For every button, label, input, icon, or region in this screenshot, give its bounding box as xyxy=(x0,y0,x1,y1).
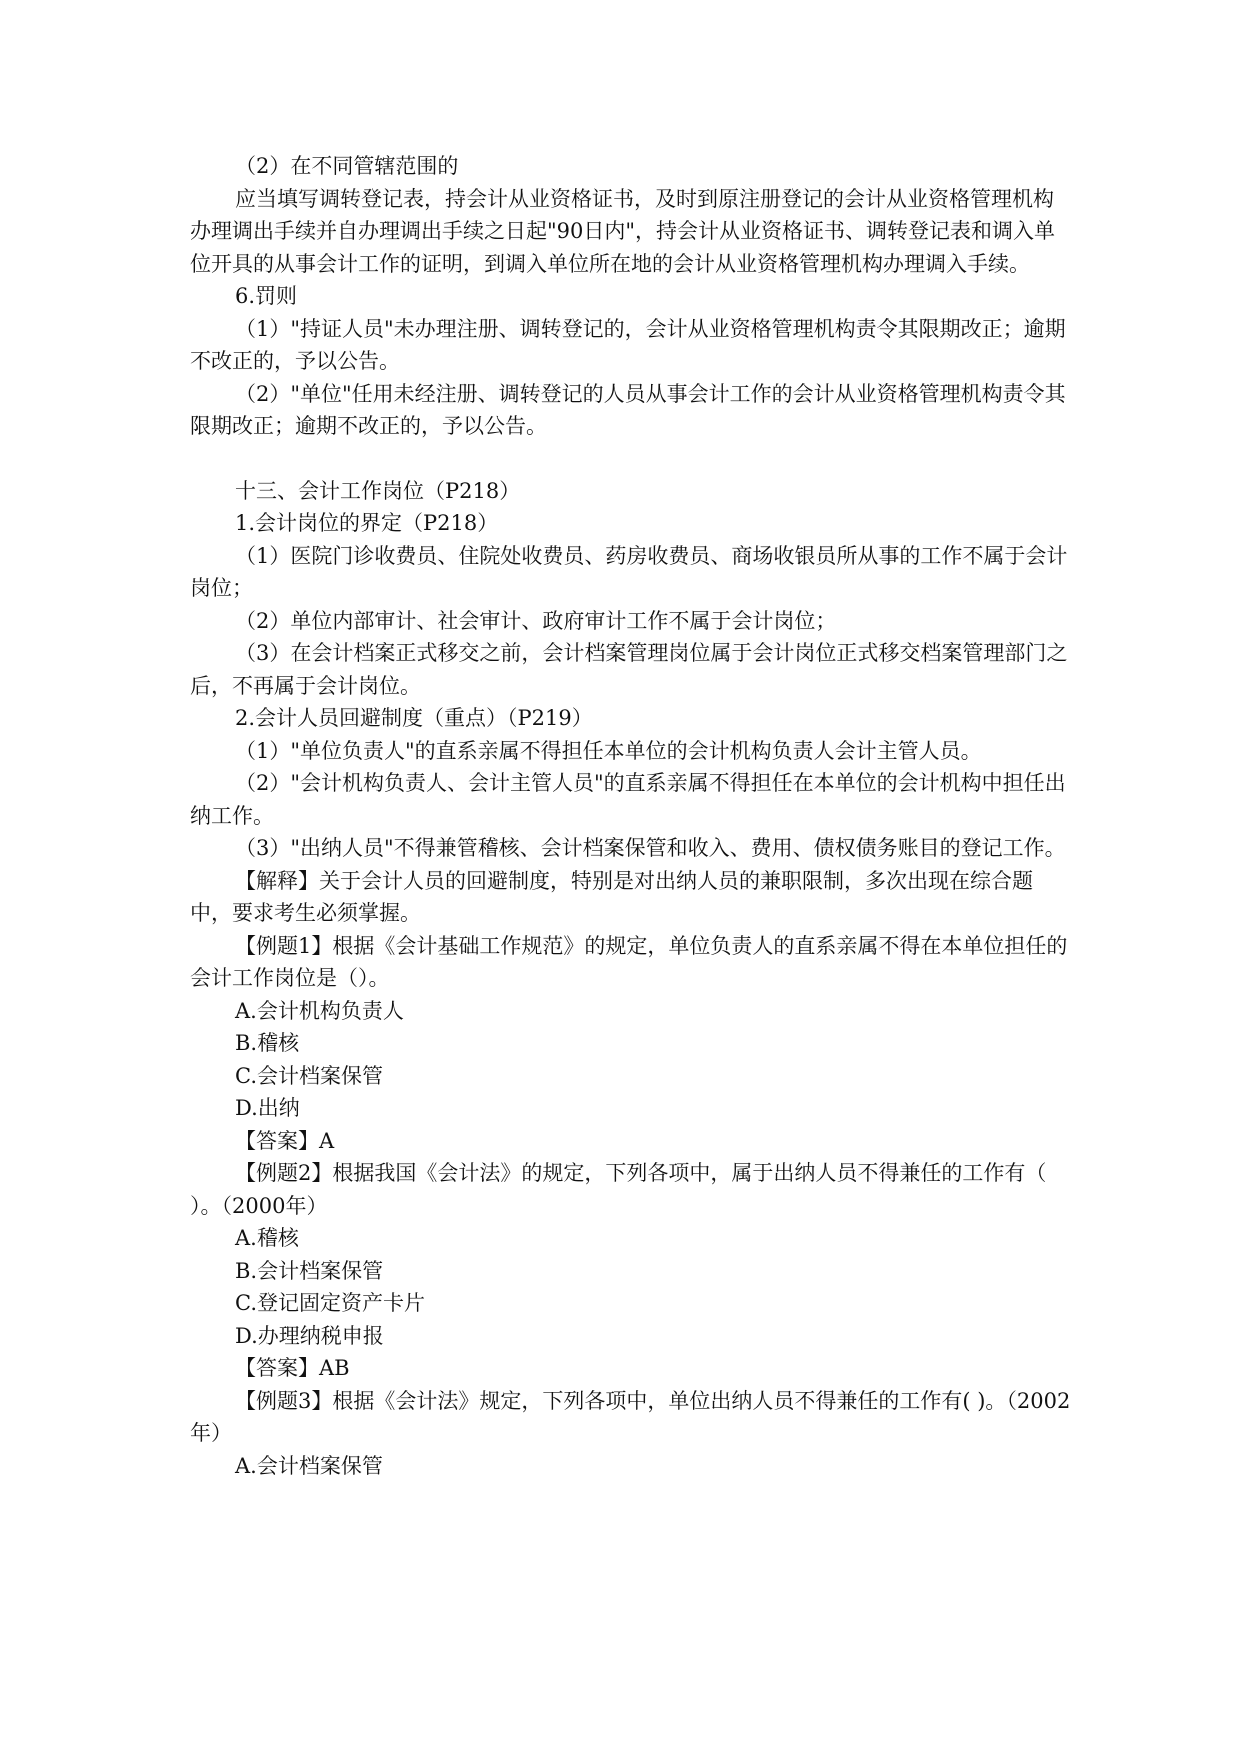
answer-option: B.稽核 xyxy=(235,1031,300,1055)
subsection-heading: 2.会计人员回避制度（重点）（P219） xyxy=(235,706,593,730)
example-question: 【例题2】根据我国《会计法》的规定，下列各项中，属于出纳人员不得兼任的工作有（ ）。（2000年） xyxy=(190,1161,1047,1218)
answer-key: 【答案】A xyxy=(235,1128,335,1153)
answer-option: A.会计机构负责人 xyxy=(235,998,404,1023)
paragraph: （1）"单位负责人"的直系亲属不得担任本单位的会计机构负责人会计主管人员。 xyxy=(235,738,982,763)
example-question: 【例题1】根据《会计基础工作规范》的规定，单位负责人的直系亲属不得在本单位担任的会计工作岗位是（）。 xyxy=(190,933,1068,990)
paragraph: （2）单位内部审计、社会审计、政府审计工作不属于会计岗位； xyxy=(235,608,837,633)
section-heading: 十三、会计工作岗位（P218） xyxy=(235,478,521,503)
blank-line xyxy=(190,443,1071,475)
answer-option: D.出纳 xyxy=(235,1096,300,1120)
paragraph: 应当填写调转登记表，持会计从业资格证书，及时到原注册登记的会计从业资格管理机构办理调出手续并自办理调出手续之日起"90日内"，持会计从业资格证书、调转登记表和调入单位开具的从事会计工作的证明，到调入单位所在地的会计从业资格管理机构办理调入手续。 xyxy=(190,186,1056,276)
document-body xyxy=(190,150,1071,1482)
answer-key: 【答案】AB xyxy=(235,1356,350,1380)
paragraph: （3）"出纳人员"不得兼管稽核、会计档案保管和收入、费用、债权债务账目的登记工作。 xyxy=(235,836,1066,860)
explanation: 【解释】关于会计人员的回避制度，特别是对出纳人员的兼职限制，多次出现在综合题中，要求考生必须掌握。 xyxy=(190,868,1033,925)
section-heading: 6.罚则 xyxy=(235,284,298,308)
answer-option: C.登记固定资产卡片 xyxy=(235,1291,425,1315)
paragraph: （2）"会计机构负责人、会计主管人员"的直系亲属不得担任在本单位的会计机构中担任出纳工作。 xyxy=(190,771,1066,828)
subsection-heading: 1.会计岗位的界定（P218） xyxy=(235,511,499,535)
answer-option: D.办理纳税申报 xyxy=(235,1323,384,1348)
paragraph: （2）在不同管辖范围的 xyxy=(235,154,459,178)
paragraph: （2）"单位"任用未经注册、调转登记的人员从事会计工作的会计从业资格管理机构责令其限期改正；逾期不改正的，予以公告。 xyxy=(190,381,1066,438)
answer-option: C.会计档案保管 xyxy=(235,1063,383,1088)
paragraph: （3）在会计档案正式移交之前，会计档案管理岗位属于会计岗位正式移交档案管理部门之后，不再属于会计岗位。 xyxy=(190,641,1068,698)
paragraph: （1）医院门诊收费员、住院处收费员、药房收费员、商场收银员所从事的工作不属于会计岗位； xyxy=(190,543,1068,600)
paragraph: （1）"持证人员"未办理注册、调转登记的，会计从业资格管理机构责令其限期改正；逾期不改正的，予以公告。 xyxy=(190,316,1066,373)
example-question: 【例题3】根据《会计法》规定，下列各项中，单位出纳人员不得兼任的工作有( )。（2002年） xyxy=(190,1388,1071,1445)
answer-option: A.会计档案保管 xyxy=(235,1453,383,1478)
answer-option: A.稽核 xyxy=(235,1226,299,1250)
answer-option: B.会计档案保管 xyxy=(235,1258,384,1283)
